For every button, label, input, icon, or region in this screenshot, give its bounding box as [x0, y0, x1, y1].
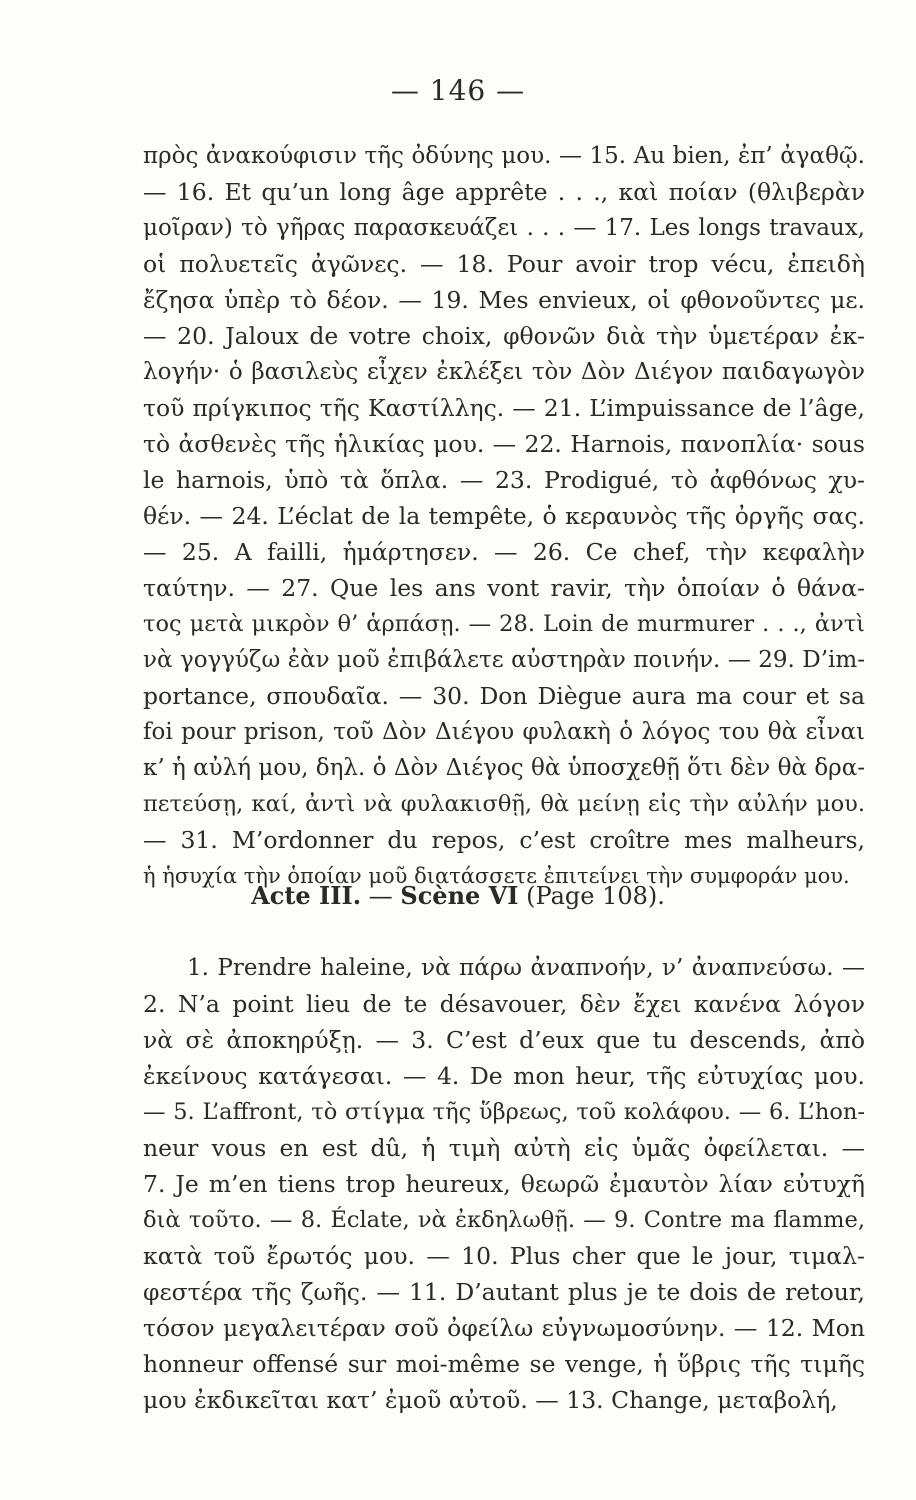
text-line: κ’ ἡ αὐλή μου, δηλ. ὁ Δὸν Διέγος θὰ ὑποσχεθῇ ὅτι δὲν θὰ δρα-: [143, 755, 865, 781]
text-line: — 31. M’ordonner du repos, c’est croître mes malheurs,: [143, 826, 865, 854]
text-line: ταύτην. — 27. Que les ans vont ravir, τὴν ὁποίαν ὁ θάνα-: [143, 574, 865, 602]
text-line: μου ἐκδικεῖται κατ’ ἐμοῦ αὐτοῦ. — 13. Change, μεταβολή,: [143, 1386, 838, 1414]
heading-dash: —: [361, 882, 401, 910]
text-line: τος μετὰ μικρὸν θ’ ἁρπάσῃ. — 28. Loin de murmurer . . ., ἀντὶ: [143, 611, 865, 637]
text-line: τοῦ πρίγκιπος τῆς Καστίλλης. — 21. L’impuissance de l’âge,: [143, 394, 865, 422]
text-line: τόσον μεγαλειτέραν σοῦ ὀφείλω εὐγνωμοσύνην. — 12. Mon: [143, 1314, 865, 1342]
heading-act: Acte III.: [251, 881, 362, 910]
text-line: τὸ ἀσθενὲς τῆς ἡλικίας μου. — 22. Harnois, πανοπλία· sous: [143, 430, 865, 458]
text-line: πρὸς ἀνακούφισιν τῆς ὀδύνης μου. — 15. Au bien, ἐπ’ ἀγαθῷ.: [143, 143, 865, 169]
text-line: ἡ ἡσυχία τὴν ὁποίαν μοῦ διατάσσετε ἐπιτείνει τὴν συμφοράν μου.: [143, 864, 850, 888]
notes-paragraph-act-2: [143, 138, 865, 894]
text-line: foi pour prison, τοῦ Δὸν Διέγου φυλακὴ ὁ λόγος του θὰ εἶναι: [143, 719, 865, 745]
text-line: — 16. Et qu’un long âge apprête . . ., καὶ ποίαν (θλιβερὰν: [143, 178, 865, 206]
page-number: — 146 —: [390, 74, 526, 107]
section-heading: [0, 878, 916, 914]
text-line: μοῖραν) τὸ γῆρας παρασκευάζει . . . — 17. Les longs travaux,: [143, 215, 865, 241]
text-line: νὰ γογγύζω ἐὰν μοῦ ἐπιβάλετε αὐστηρὰν ποινήν. — 29. D’im-: [143, 647, 865, 673]
heading-scene: Scène VI: [400, 881, 519, 910]
text-line: neur vous en est dû, ἡ τιμὴ αὐτὴ εἰς ὑμᾶς ὀφείλεται. —: [143, 1134, 865, 1162]
text-line: ἔζησα ὑπὲρ τὸ δέον. — 19. Mes envieux, οἱ φθονοῦντες με.: [143, 286, 865, 314]
text-line: — 20. Jaloux de votre choix, φθονῶν διὰ τὴν ὑμετέραν ἐκ-: [143, 322, 865, 350]
text-line: 2. N’a point lieu de te désavouer, δὲν ἔχει κανένα λόγον: [143, 990, 865, 1018]
text-line: le harnois, ὑπὸ τὰ ὅπλα. — 23. Prodigué, τὸ ἀφθόνως χυ-: [143, 466, 865, 494]
text-line: 7. Je m’en tiens trop heureux, θεωρῶ ἐμαυτὸν λίαν εὐτυχῆ: [143, 1170, 865, 1198]
text-line: πετεύσῃ, καί, ἀντὶ νὰ φυλακισθῇ, θὰ μείνῃ εἰς τὴν αὐλήν μου.: [143, 791, 865, 817]
text-line: — 25. A failli, ἡμάρτησεν. — 26. Ce chef, τὴν κεφαλὴν: [143, 538, 865, 566]
text-line: κατὰ τοῦ ἔρωτός μου. — 10. Plus cher que le jour, τιμαλ-: [143, 1242, 865, 1270]
heading-page-ref: (Page 108).: [518, 882, 665, 910]
text-line: θέν. — 24. L’éclat de la tempête, ὁ κεραυνὸς τῆς ὀργῆς σας.: [143, 502, 865, 530]
text-line: portance, σπουδαῖα. — 30. Don Diègue aura ma cour et sa: [143, 682, 865, 710]
notes-paragraph-act-3-scene-6: [143, 950, 865, 1418]
text-line: νὰ σὲ ἀποκηρύξῃ. — 3. C’est d’eux que tu descends, ἀπὸ: [143, 1026, 865, 1054]
text-line: διὰ τοῦτο. — 8. Éclate, νὰ ἐκδηλωθῇ. — 9. Contre ma flamme,: [143, 1207, 865, 1233]
text-line: οἱ πολυετεῖς ἀγῶνες. — 18. Pour avoir trop vécu, ἐπειδὴ: [143, 250, 865, 278]
text-line: φεστέρα τῆς ζωῆς. — 11. D’autant plus je te dois de retour,: [143, 1278, 865, 1306]
text-line: honneur offensé sur moi-même se venge, ἡ ὕβρις τῆς τιμῆς: [143, 1350, 865, 1378]
text-line: 1. Prendre haleine, νὰ πάρω ἀναπνοήν, ν’ ἀναπνεύσω. —: [187, 955, 865, 981]
text-line: λογήν· ὁ βασιλεὺς εἶχεν ἐκλέξει τὸν Δὸν Διέγον παιδαγωγὸν: [143, 359, 865, 385]
text-line: ἐκείνους κατάγεσαι. — 4. De mon heur, τῆς εὐτυχίας μου.: [143, 1062, 865, 1090]
text-line: — 5. L’affront, τὸ στίγμα τῆς ὕβρεως, τοῦ κολάφου. — 6. L’hon-: [143, 1099, 865, 1125]
